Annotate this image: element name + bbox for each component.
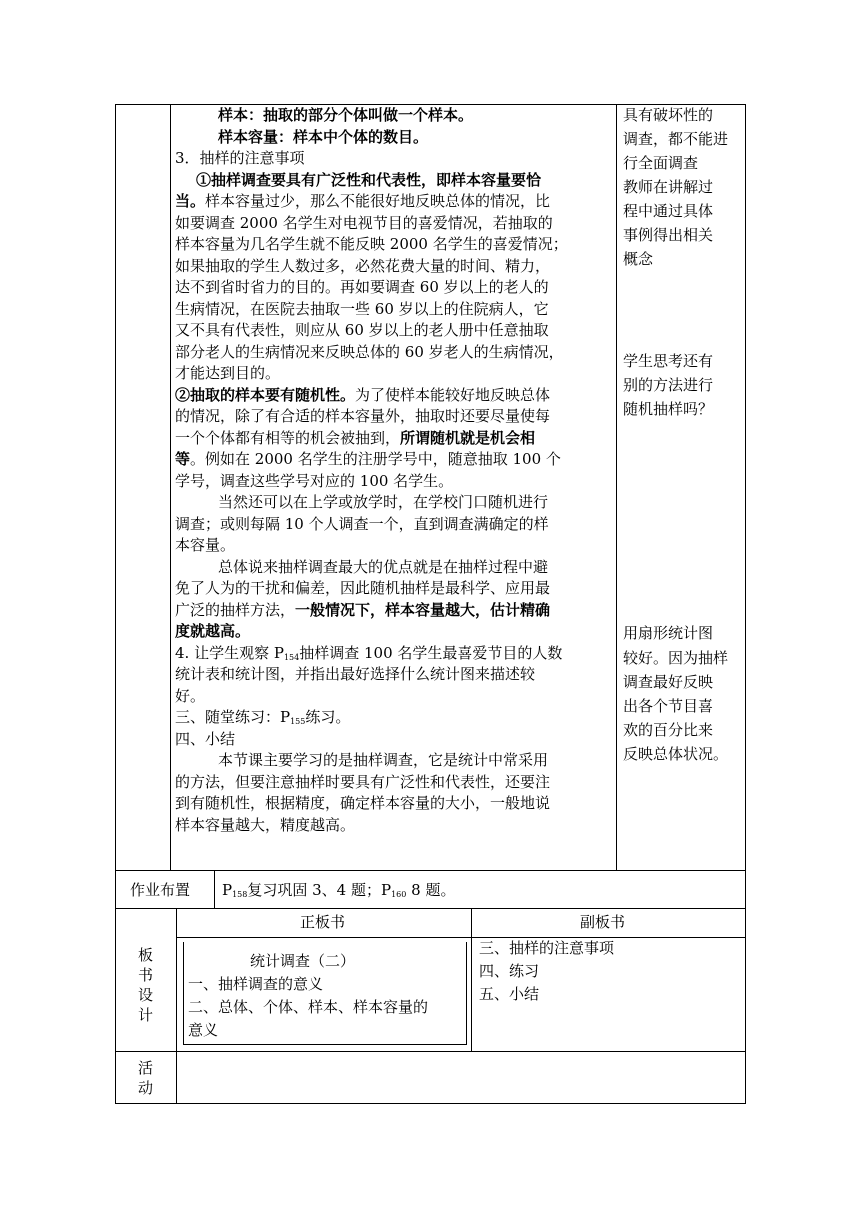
content-line (175, 256, 550, 277)
note-line: 随机抽样吗？ (623, 400, 714, 418)
content-line (175, 600, 550, 621)
text-run: 的方法，但要注意抽样时要具有广泛性和代表性，还要注 (175, 772, 551, 791)
note-line: 调查最好反映 (623, 673, 714, 691)
content-line (175, 449, 561, 470)
content-line (196, 170, 541, 191)
content-line (218, 557, 548, 578)
content-line (175, 277, 549, 298)
text-run: ②抽取的样本要有随机性。 (175, 385, 356, 404)
text-run: 本节课主要学习的是抽样调查，它是统计中常采用 (218, 751, 549, 769)
content-line (175, 320, 549, 341)
content-line (175, 148, 305, 169)
text-run: 学号，调查这些学号对应的 100 名学生。 (175, 471, 454, 490)
text-run: 一般情况下，样本容量越大，估计精确 (295, 600, 551, 619)
text-run: 达不到省时省力的目的。再如要调查 60 岁以上的老人的 (175, 278, 549, 296)
page-subscript: 155 (290, 717, 306, 726)
content-line (175, 342, 564, 363)
page-subscript: 160 (391, 890, 407, 899)
text-run: 一个个体都有相等的机会被抽到， (175, 428, 401, 447)
board-label-char: 计 (138, 1006, 154, 1024)
content-line (175, 234, 568, 255)
main-board-line: 意义 (188, 1021, 219, 1039)
text-run: 如果抽取的学生人数过多，必然花费大量的时间、精力， (175, 256, 551, 275)
content-line (175, 729, 235, 750)
content-line (218, 105, 473, 126)
note-line: 反映总体状况。 (623, 745, 729, 763)
sub-board-header: 副板书 (580, 913, 626, 931)
note-line: 学生思考还有 (623, 352, 714, 370)
content-line (175, 535, 235, 556)
content-line (175, 191, 550, 212)
main-board-line: 一、抽样调查的意义 (188, 975, 324, 993)
text-run: P (222, 881, 233, 899)
text-run: 三、随堂练习：P (175, 708, 291, 726)
text-run: 又不具有代表性，则应从 60 岁以上的老人册中任意抽取 (175, 321, 549, 339)
text-run: 统计表和统计图，并指出最好选择什么统计图来描述较 (175, 665, 536, 683)
text-run: 。例如在 2000 名学生的注册学号中，随意抽取 100 个 (190, 450, 561, 468)
content-line (175, 578, 550, 599)
page-subscript: 158 (232, 890, 248, 899)
text-run: 样本容量过少，那么不能很好地反映总体的情况，比 (205, 192, 551, 210)
text-run: 度就越高。 (175, 622, 251, 640)
text-run: 练习。 (305, 708, 351, 726)
content-line (175, 428, 535, 449)
note-line: 事例得出相关 (623, 226, 714, 244)
content-line (175, 793, 550, 814)
board-label-char: 书 (138, 966, 154, 984)
text-run: 到有随机性，根据精度，确定样本容量的大小，一般地说 (175, 794, 551, 812)
content-line (175, 621, 250, 642)
page-subscript: 154 (283, 652, 300, 662)
text-run: 抽样调查 100 名学生最喜爱节目的人数 (299, 643, 563, 662)
content-line (218, 127, 428, 148)
content-line (175, 664, 535, 685)
text-run: 如要调查 2000 名学生对电视节目的喜爱情况，若抽取的 (175, 213, 553, 232)
note-line: 欢的百分比来 (623, 721, 714, 739)
main-board-line: 统计调查（二） (250, 952, 356, 970)
note-line: 教师在讲解过 (623, 178, 714, 196)
note-line: 调查，都不能进 (623, 130, 729, 148)
sub-board-line: 五、小结 (479, 985, 540, 1003)
activity-label-char: 活 (138, 1059, 154, 1077)
main-board-header: 正板书 (300, 913, 346, 931)
note-line: 行全面调查 (623, 154, 699, 172)
text-run: 免了人为的干扰和偏差，因此随机抽样是最科学、应用最 (175, 579, 551, 597)
sub-board-line: 四、练习 (479, 962, 540, 980)
content-line (175, 772, 550, 793)
text-run: 为了使样本能较好地反映总体 (355, 385, 551, 404)
content-line (175, 363, 280, 384)
text-run: 当然还可以在上学或放学时，在学校门口随机进行 (218, 493, 549, 511)
text-run: 本容量。 (175, 536, 236, 554)
note-line: 出各个节目喜 (623, 697, 714, 715)
note-line: 具有破坏性的 (623, 106, 714, 124)
content-line (175, 514, 549, 535)
homework-label: 作业布置 (130, 881, 191, 899)
text-run: 的情况，除了有合适的样本容量外，抽取时还要尽量使每 (175, 407, 551, 425)
note-line: 别的方法进行 (623, 376, 714, 394)
text-run: 生病情况，在医院去抽取一些 60 岁以上的住院病人，它 (175, 299, 549, 318)
homework-assignment (222, 880, 455, 905)
content-line (175, 406, 550, 427)
text-run: ①抽样调查要具有广泛性和代表性，即样本容量要恰 (196, 170, 542, 189)
note-line: 程中通过具体 (623, 202, 714, 220)
content-line (175, 471, 453, 492)
text-run: 调查；或则每隔 10 个人调查一个，直到调查满确定的样 (175, 514, 549, 533)
text-run: 4. 让学生观察 P (175, 643, 284, 662)
board-label-char: 设 (138, 986, 154, 1004)
text-run: 总体说来抽样调查最大的优点就是在抽样过程中避 (218, 557, 549, 576)
text-run: 当。 (175, 192, 206, 210)
content-line (218, 750, 548, 771)
text-run: 样本容量为几名学生就不能反映 2000 名学生的喜爱情况； (175, 235, 568, 253)
content-line (175, 686, 205, 707)
text-run: 四、小结 (175, 729, 236, 748)
text-run: 3．抽样的注意事项 (175, 149, 305, 167)
content-line (175, 385, 550, 406)
sub-board-line: 三、抽样的注意事项 (479, 939, 615, 957)
text-run: 复习巩固 3、4 题；P (247, 881, 392, 899)
content-line (218, 492, 548, 513)
content-line (175, 299, 549, 320)
content-line (175, 815, 355, 836)
text-run: 样本容量越大，精度越高。 (175, 815, 356, 834)
text-run: 才能达到目的。 (175, 364, 281, 382)
text-run: 8 题。 (406, 881, 456, 899)
text-run: 所谓随机就是机会相 (400, 428, 536, 447)
note-line: 概念 (623, 250, 654, 268)
activity-label-char: 动 (138, 1079, 154, 1097)
text-run: 等 (175, 450, 191, 468)
text-run: 广泛的抽样方法， (175, 600, 296, 619)
content-line (175, 213, 553, 234)
board-label-char: 板 (138, 946, 154, 964)
text-run: 部分老人的生病情况来反映总体的 60 岁老人的生病情况， (175, 342, 564, 361)
text-run: 好。 (175, 686, 206, 705)
text-run: 样本容量：样本中个体的数目。 (218, 127, 429, 146)
note-line: 用扇形统计图 (623, 624, 714, 642)
note-line: 较好。因为抽样 (623, 649, 729, 667)
text-run: 样本：抽取的部分个体叫做一个样本。 (218, 106, 474, 124)
main-board-line: 二、总体、个体、样本、样本容量的 (188, 998, 429, 1016)
